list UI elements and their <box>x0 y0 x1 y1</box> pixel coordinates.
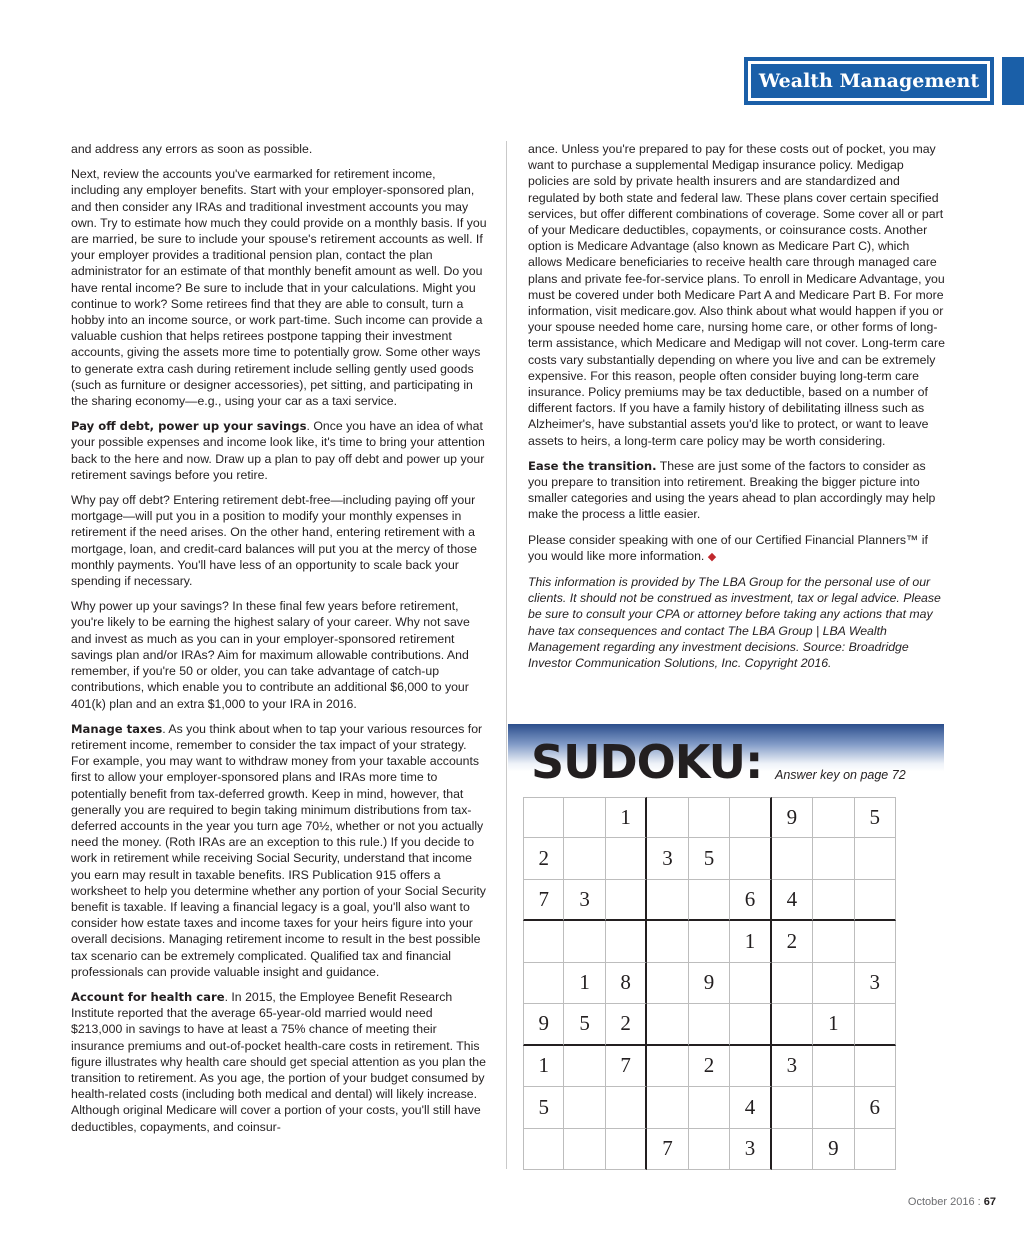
sudoku-cell <box>647 1004 688 1045</box>
section-title: Wealth Management <box>751 64 987 98</box>
sudoku-cell <box>606 1087 647 1128</box>
sudoku-cell: 3 <box>564 880 605 921</box>
sudoku-cell: 5 <box>564 1004 605 1045</box>
sudoku-cell <box>564 1087 605 1128</box>
sudoku-title: SUDOKU: <box>531 735 763 789</box>
page-footer <box>908 1196 996 1208</box>
paragraph <box>71 721 487 980</box>
sudoku-cell <box>730 963 771 1004</box>
paragraph-text: . In 2015, the Employee Benefit Research Institute reported that the average 65-year-old married would need $213,000 in savings to have at least a 75% chance of meeting their insurance premiums and out-of-pocket health-care costs in retirement. This figure illustrates why health care should get special attention as you plan the transition to retirement. As you age, the portion of your budget consumed by health-related costs (including both medical and dental) will likely increase. Although original Medicare will cover a portion of your costs, you'll still have deductibles, copayments, and coinsur- <box>71 989 486 1134</box>
sudoku-cell <box>606 1129 647 1170</box>
sudoku-cell <box>730 1004 771 1045</box>
sudoku-cell <box>730 797 771 838</box>
issue-date: October 2016 : <box>907 1196 984 1208</box>
subheading: Manage taxes <box>71 721 163 736</box>
paragraph-text: Please consider speaking with one of our Certified Financial Planners™ if you would like more information. <box>528 532 928 563</box>
sudoku-cell: 1 <box>730 921 771 962</box>
paragraph <box>71 418 487 483</box>
sudoku-cell: 3 <box>772 1046 813 1087</box>
page-number: 67 <box>983 1196 996 1208</box>
sudoku-cell <box>564 838 605 879</box>
sudoku-cell <box>813 880 854 921</box>
sudoku-cell <box>855 838 896 879</box>
sudoku-cell: 5 <box>523 1087 564 1128</box>
sudoku-cell <box>606 921 647 962</box>
paragraph <box>71 989 487 1135</box>
sudoku-cell <box>647 1087 688 1128</box>
sudoku-cell <box>772 1087 813 1128</box>
column-divider <box>506 141 507 1169</box>
left-column <box>71 141 487 1144</box>
sudoku-cell <box>689 1129 730 1170</box>
sudoku-cell <box>606 838 647 879</box>
sudoku-cell: 7 <box>647 1129 688 1170</box>
sudoku-cell <box>855 1004 896 1045</box>
sudoku-cell <box>647 880 688 921</box>
paragraph: and address any errors as soon as possible. <box>71 142 313 156</box>
sudoku-cell <box>813 1046 854 1087</box>
sudoku-cell: 9 <box>772 797 813 838</box>
sudoku-cell: 8 <box>606 963 647 1004</box>
subheading: Ease the transition. <box>528 458 657 473</box>
sudoku-cell: 4 <box>730 1087 771 1128</box>
sudoku-cell <box>689 880 730 921</box>
sudoku-cell <box>523 921 564 962</box>
paragraph <box>528 458 946 523</box>
sudoku-cell: 2 <box>689 1046 730 1087</box>
sudoku-cell <box>689 921 730 962</box>
sudoku-cell <box>772 963 813 1004</box>
end-mark-icon: ◆ <box>707 550 717 563</box>
paragraph: Why pay off debt? Entering retirement debt-free—including paying off your mortgage—will put you in a position to modify your monthly expenses in retirement if the need arises. On the other hand, entering retirement with a mortgage, loan, and credit-card balances will put you at the mercy of those monthly payments. You'll have less of an opportunity to scale back your spending if necessary. <box>71 493 478 589</box>
paragraph-text: . As you think about when to tap your various resources for retirement income, remember to consider the tax impact of your strategy. For example, you may want to withdraw money from your taxable accounts first to allow your employer-sponsored plans and IRAs more time to potentially benefit from tax-deferred growth. Keep in mind, however, that generally you are required to begin taking minimum distributions from tax-deferred accounts in the year you turn age 70½, whether or not you actually need the money. (Roth IRAs are an exception to this rule.) If you decide to work in retirement while receiving Social Security, understand that income you earn may result in taxable benefits. IRS Publication 915 offers a worksheet to help you determine whether any portion of your Social Security benefit is taxable. If leaving a financial legacy is a goal, you'll also want to consider how estate taxes and income taxes for your heirs figure into your overall decisions. Managing retirement income to result in the best possible tax scenario can be extremely complicated. Qualified tax and financial professionals can provide valuable insight and guidance. <box>71 721 486 979</box>
sudoku-cell <box>855 921 896 962</box>
right-column <box>528 141 946 680</box>
sudoku-cell <box>606 880 647 921</box>
sudoku-cell <box>772 1129 813 1170</box>
sudoku-cell: 9 <box>523 1004 564 1045</box>
sudoku-cell: 1 <box>813 1004 854 1045</box>
paragraph: Next, review the accounts you've earmarked for retirement income, including any employer benefits. Start with your employer-sponsored plan, and then consider any IRAs and traditional investment accounts you may own. Try to estimate how much they could provide on a monthly basis. If you are married, be sure to include your spouse's retirement accounts as well. If your employer provides a traditional pension plan, contact the plan administrator for an estimate of that monthly benefit amount as well. Do you have rental income? Be sure to include that in your calculations. Might you continue to work? Some retirees find that they are able to consult, turn a hobby into an income source, or work part-time. Such income can provide a valuable cushion that helps retirees postpone tapping their investment accounts, giving the assets more time to potentially grow. Some other ways to generate extra cash during retirement include selling gently used goods (such as furniture or designer accessories), pet sitting, and participating in the sharing economy—e.g., using your car as a taxi service. <box>71 167 487 409</box>
sudoku-cell <box>523 1129 564 1170</box>
sudoku-cell: 1 <box>523 1046 564 1087</box>
paragraph-text: These are just some of the factors to consider as you prepare to transition into retirement. Breaking the bigger picture into smaller categories and using the years ahead to plan accordingly may help make the process a little easier. <box>528 458 936 522</box>
sudoku-cell <box>813 963 854 1004</box>
sudoku-cell <box>647 963 688 1004</box>
sudoku-cell <box>730 1046 771 1087</box>
sudoku-cell <box>689 1087 730 1128</box>
sudoku-cell <box>564 921 605 962</box>
sudoku-cell <box>564 1046 605 1087</box>
sudoku-cell <box>647 1046 688 1087</box>
sudoku-cell: 5 <box>689 838 730 879</box>
sudoku-cell: 2 <box>523 838 564 879</box>
subheading: Pay off debt, power up your savings <box>71 419 307 434</box>
sudoku-cell: 3 <box>647 838 688 879</box>
sudoku-cell <box>813 838 854 879</box>
sudoku-cell <box>689 1004 730 1045</box>
sudoku-cell <box>689 797 730 838</box>
sudoku-cell: 5 <box>855 797 896 838</box>
paragraph: ance. Unless you're prepared to pay for these costs out of pocket, you may want to purchase a supplemental Medigap insurance policy. Medigap policies are sold by private health insurers and are standardized and regulated by both state and federal law. These plans cover certain specified services, but offer different combinations of coverage. Some cover all or part of your Medicare deductibles, copayments, or coinsurance costs. Another option is Medicare Advantage (also known as Medicare Part C), which allows Medicare beneficiaries to receive health care through managed care plans and private fee-for-service plans. To enroll in Medicare Advantage, you must be covered under both Medicare Part A and Medicare Part B. For more information, visit medicare.gov. Also think about what would happen if you or your spouse needed home care, nursing home care, or other forms of long-term assistance, which Medicare and Medigap will not cover. Long-term care costs vary substantially depending on where you live and can be extremely expensive. For this reason, people often consider buying long-term care insurance. Policy premiums may be tax deductible, based on a number of different factors. If you have a family history of debilitating illness such as Alzheimer's, have substantial assets you'd like to protect, or want to leave assets to heirs, a long-term care policy may be worth considering. <box>528 142 945 448</box>
sudoku-cell: 9 <box>813 1129 854 1170</box>
sudoku-cell <box>564 797 605 838</box>
sudoku-cell <box>813 797 854 838</box>
sudoku-answer-key-note: Answer key on page 72 <box>775 768 906 782</box>
sudoku-cell: 3 <box>730 1129 771 1170</box>
sudoku-cell: 9 <box>689 963 730 1004</box>
sudoku-cell <box>647 921 688 962</box>
page-edge-bar <box>1002 57 1024 105</box>
sudoku-cell <box>855 880 896 921</box>
sudoku-cell: 1 <box>564 963 605 1004</box>
sudoku-cell: 2 <box>772 921 813 962</box>
disclaimer: This information is provided by The LBA Group for the personal use of our clients. It should not be construed as investment, tax or legal advice. Please be sure to consult your CPA or attorney before taking any actions that may have tax consequences and contact The LBA Group | LBA Wealth Management regarding any investment decisions. Source: Broadridge Investor Communication Solutions, Inc. Copyright 2016. <box>528 575 941 671</box>
sudoku-cell <box>855 1046 896 1087</box>
sudoku-cell <box>772 838 813 879</box>
section-tab <box>744 57 994 105</box>
sudoku-cell: 2 <box>606 1004 647 1045</box>
sudoku-cell <box>647 797 688 838</box>
sudoku-cell <box>564 1129 605 1170</box>
sudoku-cell: 6 <box>855 1087 896 1128</box>
sudoku-grid <box>523 797 896 1170</box>
sudoku-cell: 6 <box>730 880 771 921</box>
sudoku-cell <box>813 1087 854 1128</box>
sudoku-cell: 3 <box>855 963 896 1004</box>
section-tab-frame <box>748 61 990 101</box>
sudoku-cell: 1 <box>606 797 647 838</box>
paragraph: Why power up your savings? In these final few years before retirement, you're likely to be earning the highest salary of your career. Why not save and invest as much as you can in your employer-sponsored retirement savings plan and/or IRAs? Aim for maximum allowable contributions. And remember, if you're 50 or older, you can take advantage of catch-up contributions, which enable you to contribute an additional $6,000 to your 401(k) plan and an extra $1,000 to your IRA in 2016. <box>71 599 470 711</box>
sudoku-cell <box>772 1004 813 1045</box>
sudoku-cell <box>813 921 854 962</box>
sudoku-cell <box>730 838 771 879</box>
sudoku-cell: 7 <box>523 880 564 921</box>
paragraph <box>528 532 946 565</box>
sudoku-cell: 4 <box>772 880 813 921</box>
paragraph-text: . Once you have an idea of what your possible expenses and income look like, it's time to bring your attention back to the here and now. Draw up a plan to pay off debt and power up your retirement savings before you retire. <box>71 419 485 482</box>
subheading: Account for health care <box>71 989 225 1004</box>
sudoku-cell: 7 <box>606 1046 647 1087</box>
sudoku-cell <box>523 797 564 838</box>
sudoku-cell <box>855 1129 896 1170</box>
sudoku-cell <box>523 963 564 1004</box>
